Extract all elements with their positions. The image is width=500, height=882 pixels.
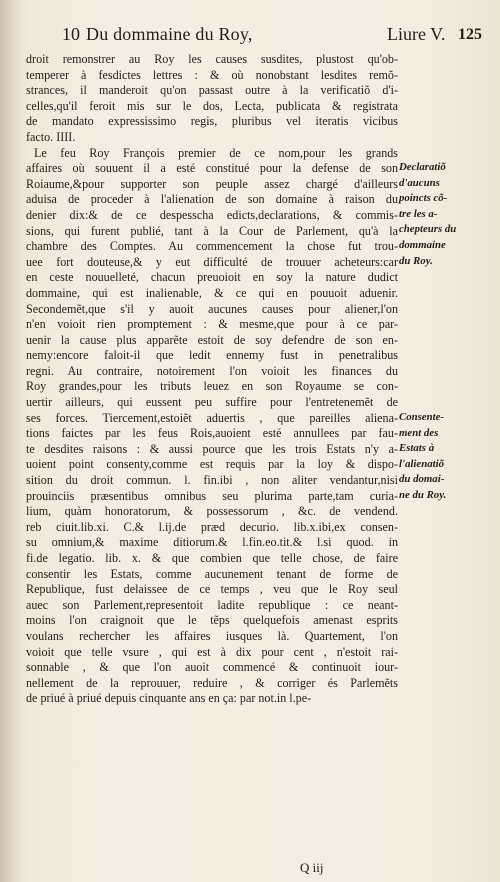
main-text-column [26,52,398,707]
text-line: tions faictes par les feus Rois,auoient esté annullees par fau- [26,426,398,441]
text-line: en ceste nouuelleté, chacun preuoioit en soy la nature dudict [26,270,398,285]
marginal-note-line: dommaine [399,238,446,251]
text-line: consentir les Estats, comme aucunement tenant de forme de [26,566,398,581]
text-line: de priué à priué depuis cinquante ans en ça: par not.in l.pe- [26,691,312,706]
marginal-note-line: ne du Roy. [399,488,447,501]
folio-number: 125 [458,26,482,43]
page-number: 10 [62,24,80,44]
text-line: reb ciuit.lib.xi. C.& l.ij.de præd decurio. lib.x.ibi,ex consen- [26,519,398,534]
text-line: te desdites raisons : & aussi pource que les trois Estats n'y a- [26,441,398,456]
text-line: uoient point consenty,comme est requis par la loy & dispo- [26,457,398,472]
marginal-note-line: tre les a- [399,207,438,220]
text-line: uee fort douteuse,& y eut difficulté de trouuer acheteurs:car [26,254,398,269]
text-line: voulans rechercher les affaires iusques là. Quartement, l'on [26,628,398,643]
text-line: uertir ailleurs, qui eussent peu suffire pour l'entretenemẽt de [26,395,398,410]
marginal-note-line: du Roy. [399,254,433,267]
marginal-note-line: du domai- [399,473,445,486]
text-line: dommaine, qui est inalienable, & ce qui en pouuoit aduenir. [26,285,398,300]
text-line: uenir la cause plus apparẽte estoit de soy defendre de son en- [26,332,398,347]
marginal-note-line: d'aucuns [399,176,440,189]
page-gutter-shadow [0,0,22,882]
text-line: moins l'on craignoit que le tẽps quelquefois amenast esprits [26,613,398,628]
text-line: voioit que telle vsure , qui est à dix pour cent , n'estoit rai- [26,644,398,659]
text-line: sition du droit commun. l. fin.ibi , non aliter vendantur,nisi [26,473,398,488]
text-line: nellement de la reprouuer, reduire , & corriger és Parlemẽts [26,675,398,690]
marginal-note-line: Estats à [399,442,435,455]
text-line: auec son Parlement,representoit ladite republique : ce neant- [26,597,398,612]
book-number: Liure V. [387,24,446,44]
marginal-note-line: l'alienatiõ [399,457,444,470]
text-line: droit remonstrer au Roy les causes susdites, plustost qu'ob- [26,52,398,66]
text-line: Republique, fust delaissee de ce temps , veu que le Roy seul [26,582,398,597]
text-line: nemy:encore faloit-il que ledit ennemy fust in penetralibus [26,348,398,363]
marginal-note-line: Declaratiõ [399,161,446,173]
text-line: temperer à fesdictes lettres : & où nonobstant lesdites remõ- [26,67,398,82]
text-line: Roy grandes,pour les tributs leuez en son Royaume se con- [26,379,398,394]
text-line: Secondemẽt,que s'il y auoit aucunes causes pour aliener,l'on [26,301,398,316]
text-line: Le feu Roy François premier de ce nom,pour les grands [34,145,398,160]
text-line: n'en voioit rien promptement : & mesme,que pour à ce par- [26,317,398,332]
marginal-note-line: ment des [399,426,439,439]
marginal-note-line: Consente- [399,411,444,423]
text-line: de mandato expressissimo regis, pluribus vel iteratis vicibus [26,114,398,129]
marginal-note-1 [399,160,456,269]
text-line: denier dix:& de ce despesscha edicts,declarations, & commis- [26,207,398,222]
running-header [62,24,482,50]
text-line: lium, quàm honoratorum, & possessorum , &c. de vendend. [26,504,398,519]
text-line: celles,qu'il feroit mis sur le dos, Lecta, publicata & registrata [26,98,398,113]
running-title: Du dommaine du Roy, [86,24,253,44]
signature-mark: Q iij [300,860,324,875]
marginal-note-line: chepteurs du [399,223,457,236]
marginal-note-line: poincts cõ- [399,192,448,205]
text-line: sions, qui furent publié, tant à la Cour de Parlement, qu'à la [26,223,398,238]
text-line: regni. Au contraire, notoirement l'on voioit les finances du [26,363,398,378]
text-line: prouinciis præsentibus omnibus seu plurima parte,tam curia- [26,488,398,503]
text-line: affaires où souuent il a esté constitué pour la defense de son [26,161,398,176]
text-line: chambre des Comptes. Au commencement la chose fut trou- [26,239,398,254]
text-line: aduisa de proceder à l'alienation de son domaine à raison du [26,192,398,207]
marginal-note-2 [399,410,446,504]
text-line: ses forces. Tiercement,estoiẽt aduertis , que pareilles aliena- [26,410,398,425]
text-line: su omnium,& maxime ditiorum.& l.fin.eo.tit.& l.si quod. in [26,535,398,550]
text-line: Roiaume,&pour supporter son peuple assez chargé d'ailleurs [26,176,398,191]
text-line: sonnable , & que l'on auoit commencé & continuoit iour- [26,660,398,675]
text-line: fi.de legatio. lib. x. & que combien que telle chose, de faire [26,551,398,565]
text-line: strances, il manderoit qu'on passast outre à la verificatiõ d'i- [26,83,398,98]
text-line: facto. IIII. [26,129,76,144]
